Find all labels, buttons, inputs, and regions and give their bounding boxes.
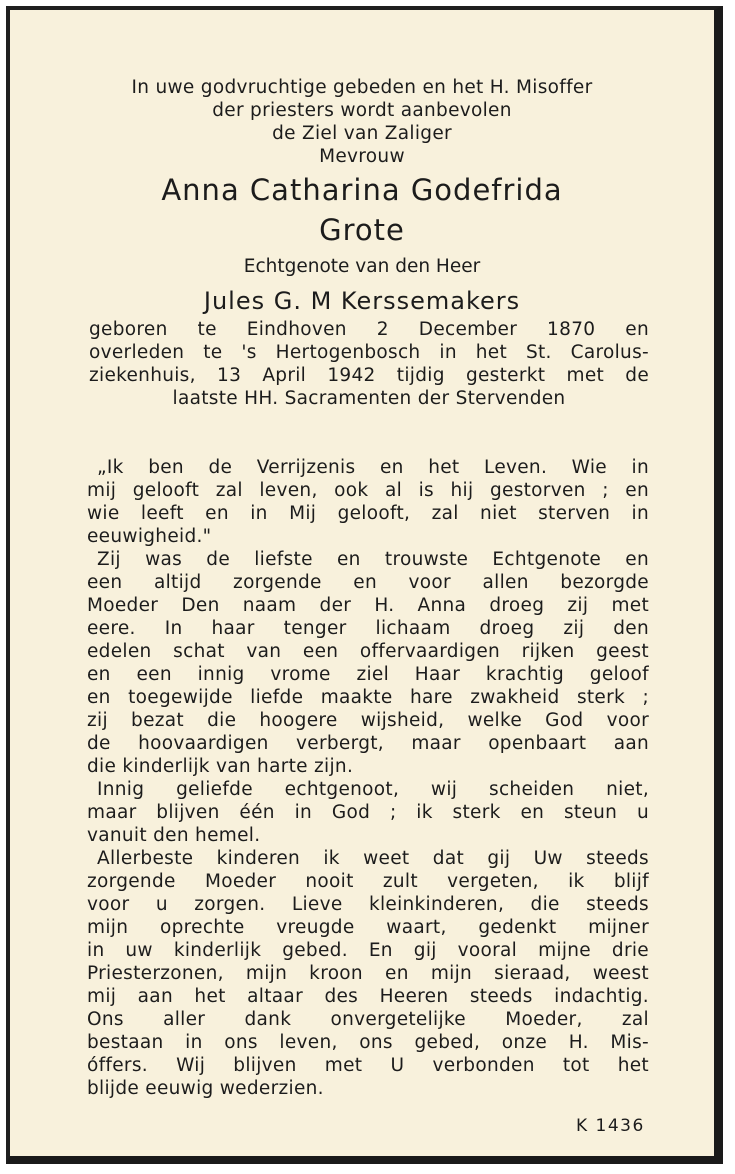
memorial-text bbox=[87, 456, 649, 1100]
spouse-farewell-paragraph bbox=[87, 778, 649, 847]
text-line: blijde eeuwig wederzien. bbox=[87, 1078, 324, 1099]
reference-code: K 1436 bbox=[576, 1116, 645, 1136]
birth-line: ziekenhuis, 13 April 1942 tijdig gesterkt met de bbox=[89, 365, 649, 386]
memorial-card bbox=[6, 6, 723, 1164]
text-line: mijn oprechte vreugde waart, gedenkt mijner bbox=[87, 917, 649, 938]
deceased-name-first: Anna Catharina Godefrida bbox=[161, 173, 563, 207]
spouse-intro: Echtgenote van den Heer bbox=[243, 256, 481, 277]
text-line: Zij was de liefste en trouwste Echtgenote en bbox=[97, 549, 649, 570]
text-line: „Ik ben de Verrijzenis en het Leven. Wie in bbox=[97, 457, 649, 478]
text-line: vanuit den hemel. bbox=[87, 825, 261, 846]
text-line: wie leeft en in Mij gelooft, zal niet sterven in bbox=[87, 503, 649, 524]
birth-line: laatste HH. Sacramenten der Stervenden bbox=[172, 388, 566, 409]
intro-line: der priesters wordt aanbevolen bbox=[212, 100, 512, 121]
text-line: Ons aller dank onvergetelijke Moeder, zal bbox=[87, 1009, 649, 1030]
children-farewell-paragraph bbox=[87, 847, 649, 1100]
card-header bbox=[10, 76, 714, 318]
text-line: voor u zorgen. Lieve kleinkinderen, die steeds bbox=[87, 894, 649, 915]
text-line: een altijd zorgende en voor allen bezorgde bbox=[87, 572, 649, 593]
text-line: zij bezat die hoogere wijsheid, welke God voor bbox=[87, 710, 649, 731]
text-line: de hoovaardigen verbergt, maar openbaart aan bbox=[87, 733, 649, 754]
text-line: Innig geliefde echtgenoot, wij scheiden niet, bbox=[97, 779, 649, 800]
text-line: eere. In haar tenger lichaam droeg zij den bbox=[87, 618, 649, 639]
birth-line: overleden te 's Hertogenbosch in het St. Carolus- bbox=[89, 342, 649, 363]
text-line: die kinderlijk van harte zijn. bbox=[87, 756, 354, 777]
text-line: mij gelooft zal leven, ook al is hij gestorven ; en bbox=[87, 480, 649, 501]
intro-line: Mevrouw bbox=[319, 146, 405, 167]
text-line: Moeder Den naam der H. Anna droeg zij met bbox=[87, 595, 649, 616]
spouse-name: Jules G. M Kerssemakers bbox=[203, 287, 521, 315]
text-line: eeuwigheid." bbox=[87, 526, 212, 547]
deceased-name-last: Grote bbox=[319, 213, 405, 247]
text-line: maar blijven één in God ; ik sterk en steun u bbox=[87, 802, 649, 823]
text-line: edelen schat van een offervaardigen rijken geest bbox=[87, 641, 649, 662]
text-line: óffers. Wij blijven met U verbonden tot het bbox=[87, 1055, 649, 1076]
birth-line: geboren te Eindhoven 2 December 1870 en bbox=[89, 319, 649, 340]
text-line: mij aan het altaar des Heeren steeds indachtig. bbox=[87, 986, 649, 1007]
intro-line: In uwe godvruchtige gebeden en het H. Misoffer bbox=[131, 77, 593, 98]
text-line: en een innig vrome ziel Haar krachtig geloof bbox=[87, 664, 649, 685]
scripture-quote bbox=[87, 456, 649, 548]
text-line: bestaan in ons leven, ons gebed, onze H. Mis- bbox=[87, 1032, 649, 1053]
text-line: Priesterzonen, mijn kroon en mijn sieraad, weest bbox=[87, 963, 649, 984]
text-line: en toegewijde liefde maakte hare zwakheid sterk ; bbox=[87, 687, 649, 708]
intro-line: de Ziel van Zaliger bbox=[272, 123, 452, 144]
birth-death-details bbox=[89, 318, 649, 410]
tribute-paragraph bbox=[87, 548, 649, 778]
text-line: in uw kinderlijk gebed. En gij vooral mijne drie bbox=[87, 940, 649, 961]
text-line: zorgende Moeder nooit zult vergeten, ik blijf bbox=[87, 871, 649, 892]
text-line: Allerbeste kinderen ik weet dat gij Uw steeds bbox=[97, 848, 649, 869]
